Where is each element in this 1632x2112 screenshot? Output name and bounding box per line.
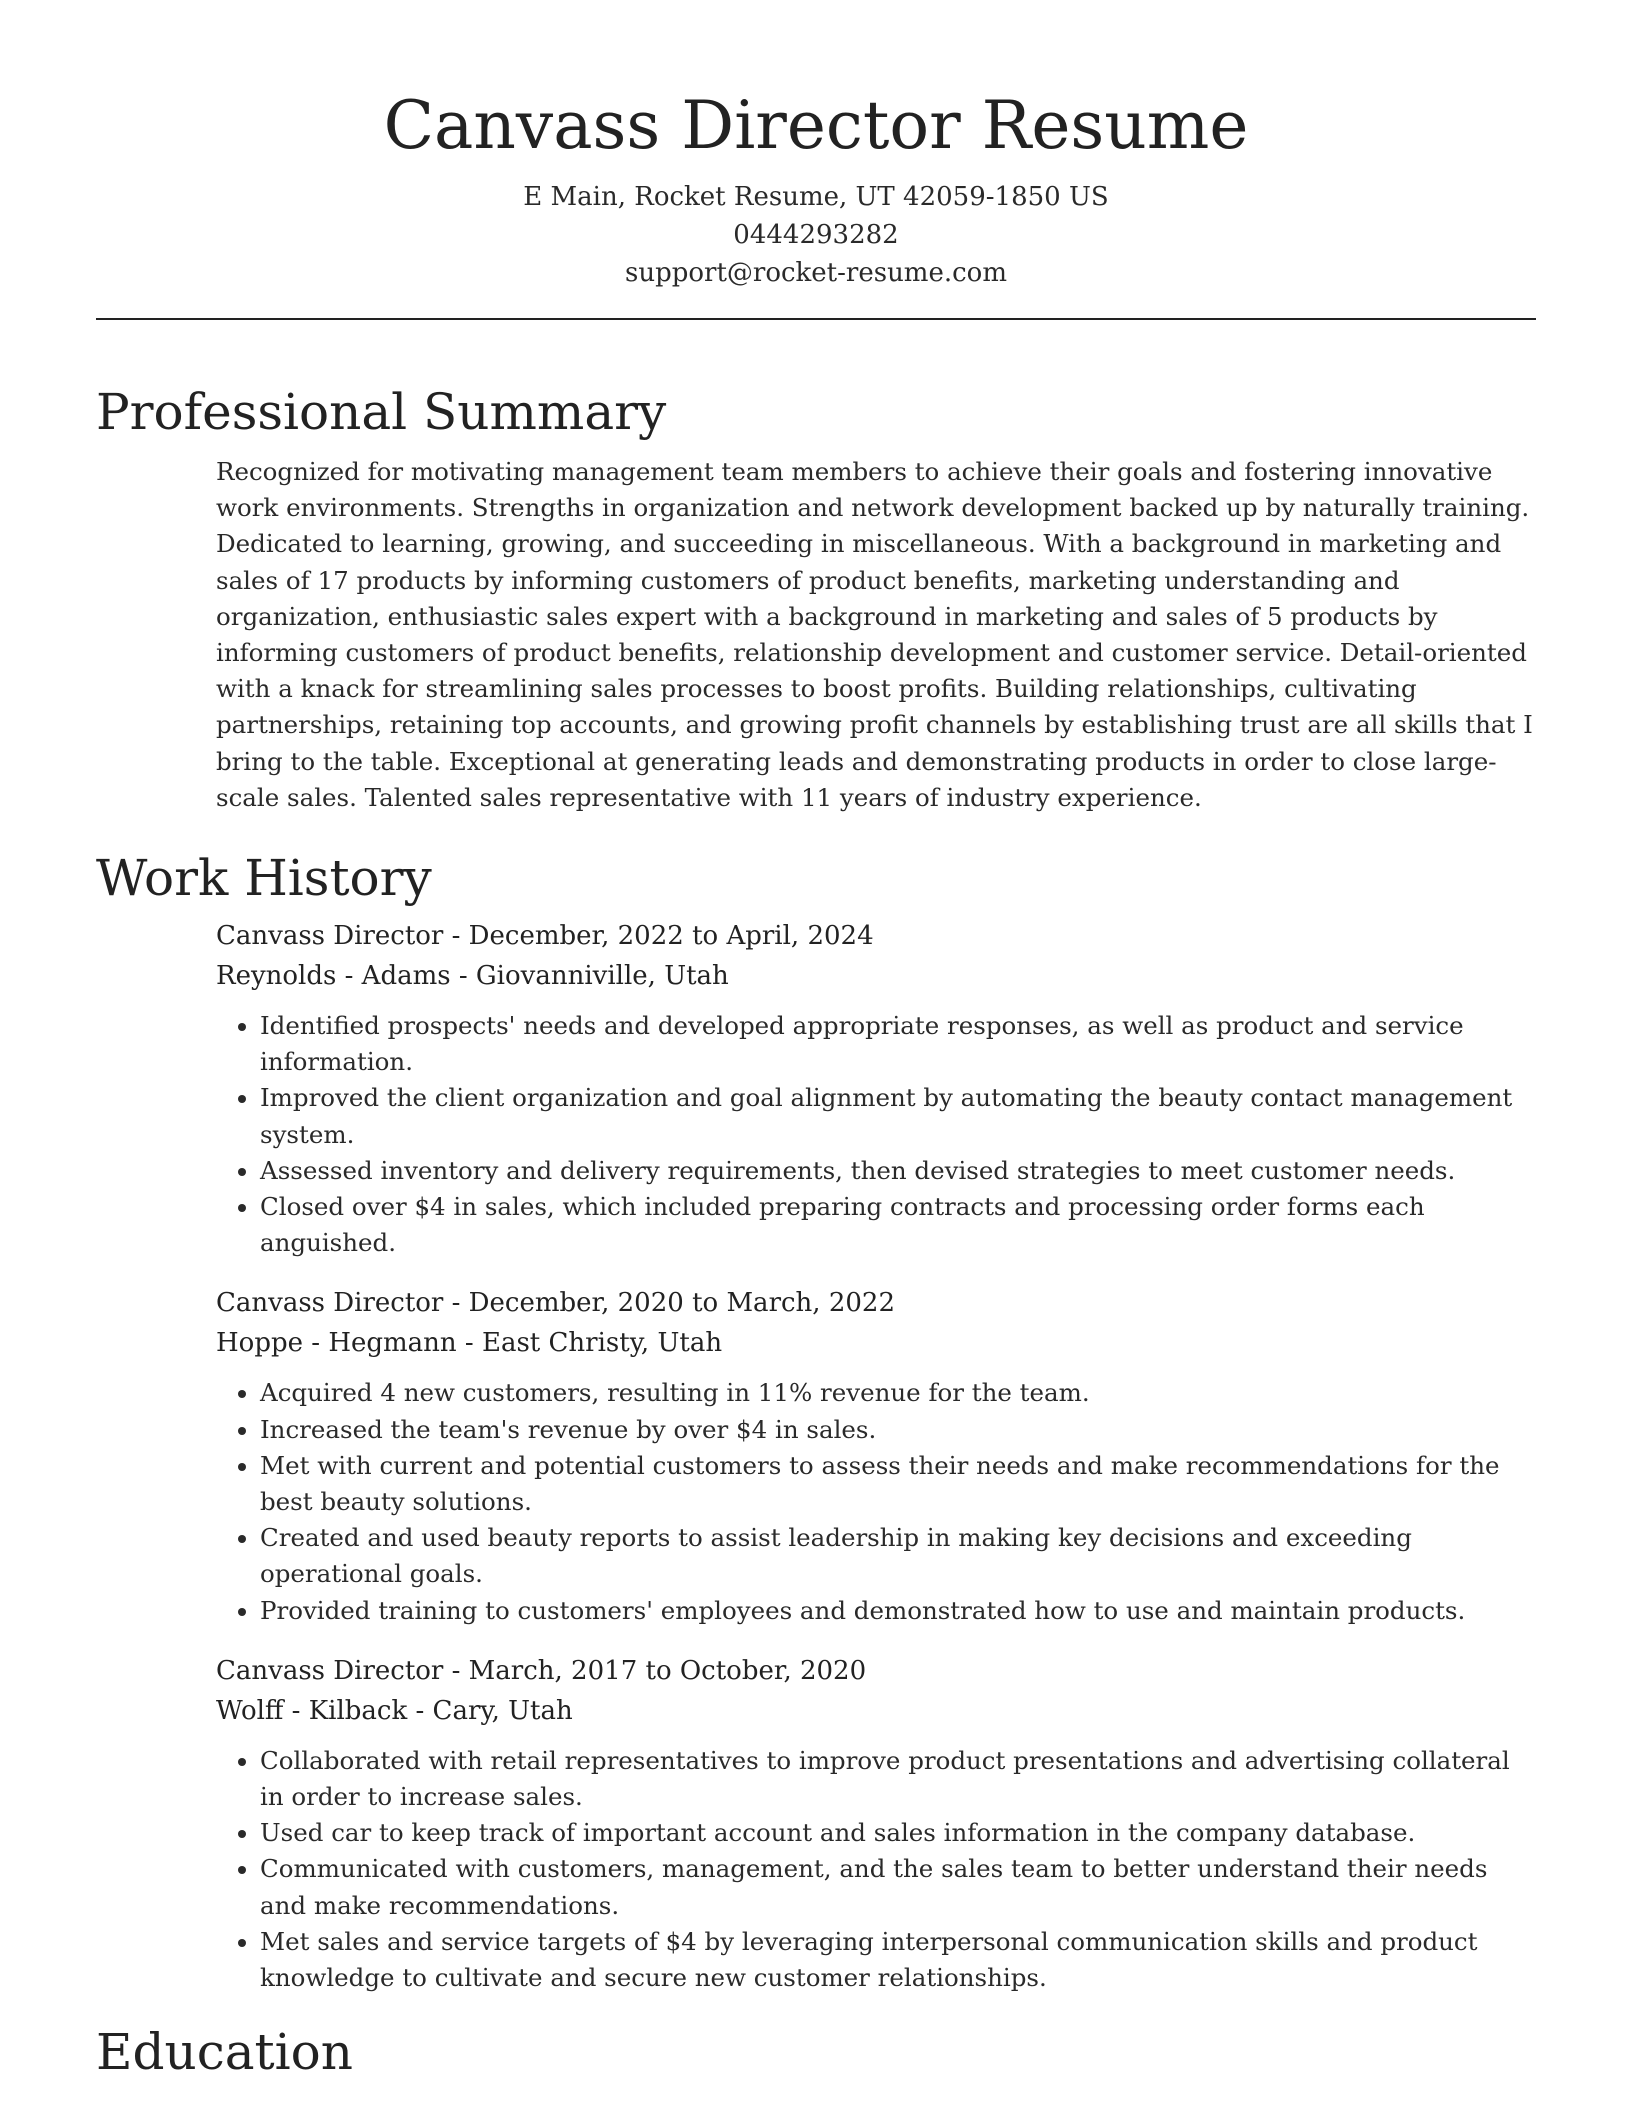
- job-bullets: [216, 1375, 1536, 1628]
- contact-email: support@rocket-resume.com: [624, 258, 1007, 288]
- job-company-line: [216, 1323, 1536, 1363]
- section-title-work: Work History: [96, 849, 432, 907]
- resume-page: [96, 0, 1536, 2081]
- job-bullet: • Created and used beauty reports to assist leadership in making key decisions and exceeding operational goals.: [260, 1520, 1536, 1592]
- job-bullet: • Met sales and service targets of $4 by leveraging interpersonal communication skills and product knowledge to cultivate and secure new customer relationships.: [260, 1924, 1536, 1996]
- job-bullet: • Improved the client organization and goal alignment by automating the beauty contact management system.: [260, 1080, 1536, 1152]
- job-bullet: • Identified prospects' needs and developed appropriate responses, as well as product and service information.: [260, 1008, 1536, 1080]
- resume-header: [96, 0, 1536, 292]
- job-entry: [216, 916, 1536, 1261]
- job-location: - Cary, Utah: [407, 1695, 573, 1726]
- job-bullet: • Met with current and potential customers to assess their needs and make recommendations for the best beauty solutions.: [260, 1448, 1536, 1520]
- job-bullet: • Communicated with customers, management, and the sales team to better understand their needs and make recommendations.: [260, 1851, 1536, 1923]
- summary-body: [216, 454, 1536, 816]
- work-body: [216, 916, 1536, 1996]
- job-bullet: • Provided training to customers' employees and demonstrated how to use and maintain products.: [260, 1593, 1536, 1629]
- job-dates: - March, 2017 to October, 2020: [443, 1655, 867, 1686]
- contact-info: [96, 178, 1536, 292]
- section-title-summary: Professional Summary: [96, 383, 667, 441]
- education-section: [96, 2020, 1536, 2084]
- job-dates: - December, 2020 to March, 2022: [443, 1288, 895, 1319]
- contact-address: E Main, Rocket Resume, UT 42059-1850 US: [523, 182, 1109, 212]
- work-history-section: [96, 846, 1536, 2018]
- contact-phone: 0444293282: [733, 220, 899, 250]
- job-company: Hoppe - Hegmann: [216, 1328, 457, 1359]
- job-company: Wolff - Kilback: [216, 1695, 408, 1726]
- section-title-education: Education: [96, 2023, 353, 2081]
- job-role: Canvass Director: [216, 1288, 444, 1319]
- job-dates: - December, 2022 to April, 2024: [443, 921, 874, 951]
- job-bullet: • Assessed inventory and delivery requirements, then devised strategies to meet customer needs.: [260, 1153, 1536, 1189]
- resume-title: Canvass Director Resume: [383, 87, 1249, 164]
- job-location: - East Christy, Utah: [456, 1328, 723, 1359]
- job-entry: [216, 1651, 1536, 1996]
- job-company: Reynolds - Adams: [216, 961, 451, 991]
- job-bullet: • Closed over $4 in sales, which included preparing contracts and processing order forms each anguished.: [260, 1189, 1536, 1261]
- header-divider: [96, 318, 1536, 320]
- job-location: - Giovanniville, Utah: [450, 961, 729, 991]
- summary-text: Recognized for motivating management team members to achieve their goals and fostering innovative work environments. Strengths in organization and network development backed up by naturally training. Dedicated to learning, growing, and succeeding in miscellaneous. With a background in marketing and sales of 17 products by informing customers of product benefits, marketing understanding and organization, enthusiastic sales expert with a background in marketing and sales of 5 products by informing customers of product benefits, relationship development and customer service. Detail-oriented with a knack for streamlining sales processes to boost profits. Building relationships, cultivating partnerships, retaining top accounts, and growing profit channels by establishing trust are all skills that I bring to the table. Exceptional at generating leads and demonstrating products in order to close large-scale sales. Talented sales representative with 11 years of industry experience.: [216, 457, 1533, 812]
- job-entry: [216, 1283, 1536, 1628]
- job-company-line: [216, 1691, 1536, 1731]
- job-bullet: • Increased the team's revenue by over $4 in sales.: [260, 1412, 1536, 1448]
- job-bullets: [216, 1743, 1536, 1996]
- job-role: Canvass Director: [216, 1655, 444, 1686]
- job-title-line: [216, 1283, 1536, 1323]
- job-bullet: • Used car to keep track of important account and sales information in the company database.: [260, 1815, 1536, 1851]
- job-role: Canvass Director: [216, 921, 444, 951]
- job-bullet: • Collaborated with retail representatives to improve product presentations and advertising collateral in order to increase sales.: [260, 1743, 1536, 1815]
- professional-summary-section: [96, 380, 1536, 816]
- job-bullet: • Acquired 4 new customers, resulting in 11% revenue for the team.: [260, 1375, 1536, 1411]
- job-title-line: [216, 1651, 1536, 1691]
- job-company-line: [216, 956, 1536, 996]
- job-bullets: [216, 1008, 1536, 1261]
- job-title-line: [216, 916, 1536, 956]
